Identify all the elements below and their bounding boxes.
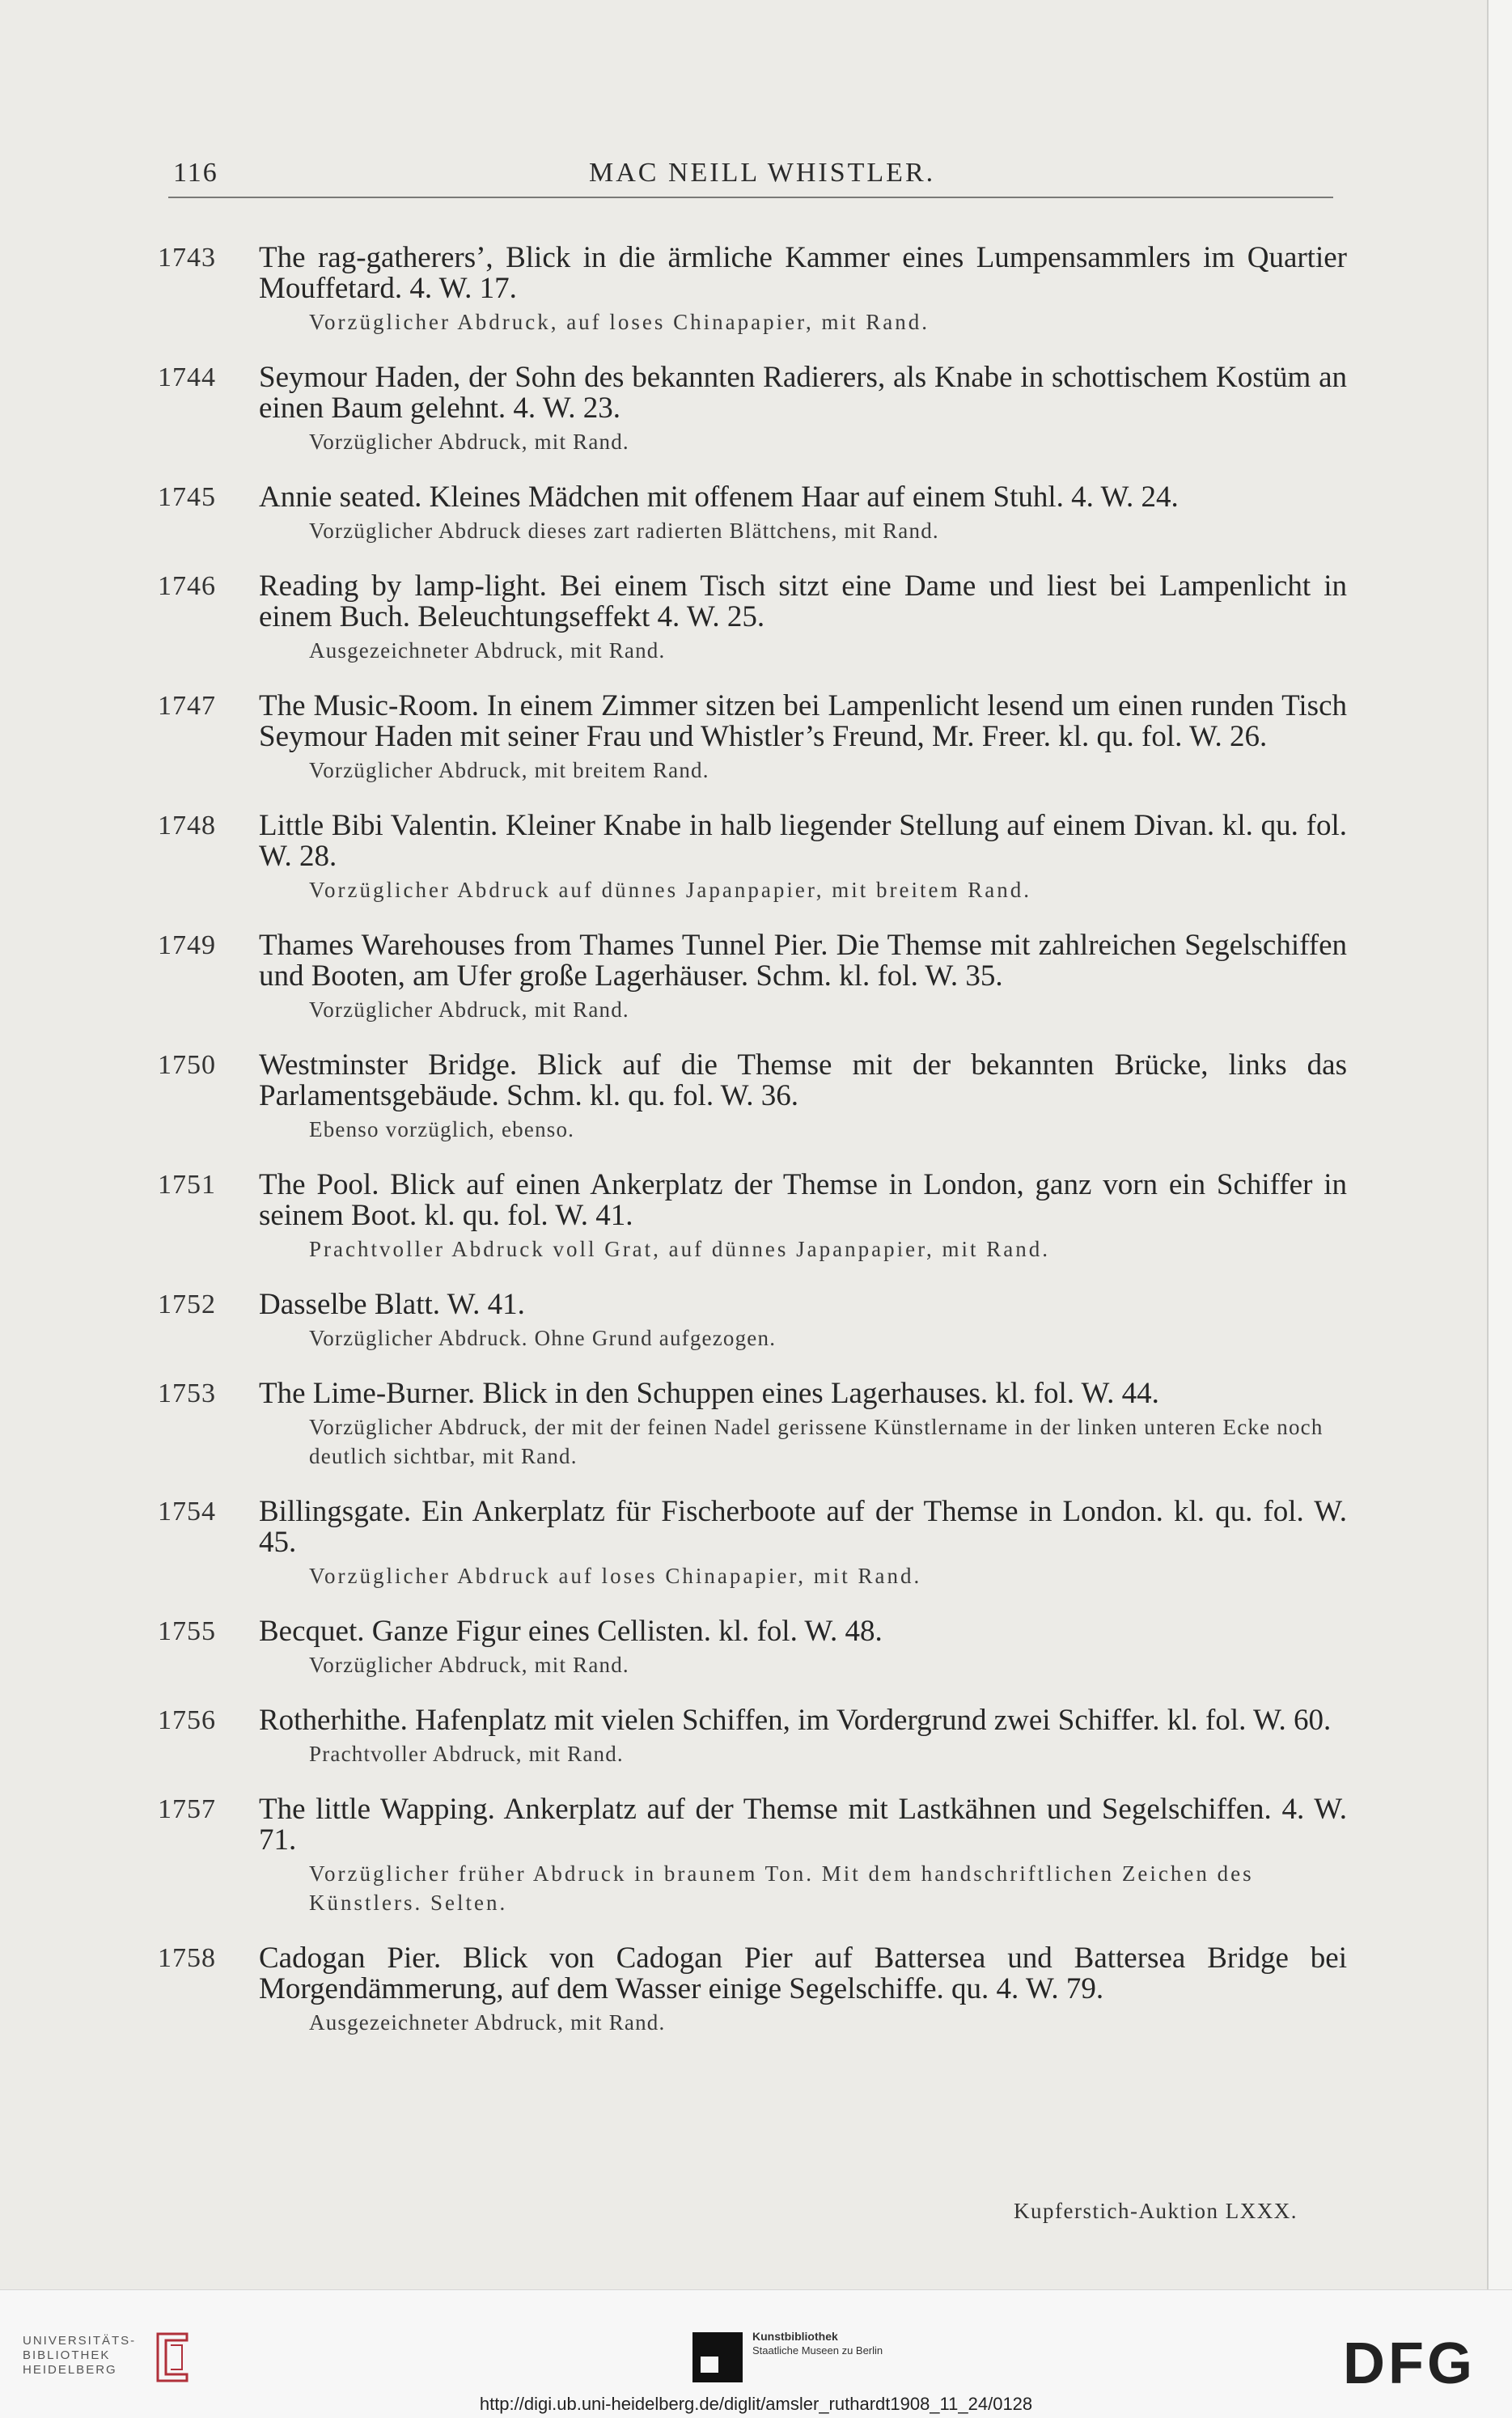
lot-description: Westminster Bridge. Blick auf die Themse mit der bekannten Brücke, links das Parlamentsgebäude. Schm. kl. qu. fol. W. 36. <box>259 1048 1347 1112</box>
header-rule <box>168 197 1333 198</box>
lot-note: Vorzüglicher Abdruck, mit breitem Rand. <box>309 758 709 782</box>
page-number: 116 <box>173 158 218 188</box>
catalog-entry <box>158 930 1347 1024</box>
lot-number: 1753 <box>158 1378 216 1408</box>
lot-note: Ausgezeichneter Abdruck, mit Rand. <box>309 2010 666 2035</box>
catalog-entries <box>158 243 1347 2063</box>
lot-description: Thames Warehouses from Thames Tunnel Pier. Die Themse mit zahlreichen Segelschiffen und Booten, am Ufer große Lagerhäuser. Schm. kl. fol. W. 35. <box>259 929 1347 993</box>
lot-description: Billingsgate. Ein Ankerplatz für Fischerboote auf der Themse in London. kl. qu. fol. W. 45. <box>259 1495 1347 1559</box>
lot-description: The little Wapping. Ankerplatz auf der Themse mit Lastkähnen und Segelschiffen. 4. W. 71. <box>259 1793 1347 1857</box>
lot-note: Vorzüglicher Abdruck, der mit der feinen Nadel gerissene Künstlername in der linken unteren Ecke noch deutlich sichtbar, mit Rand. <box>309 1415 1324 1468</box>
lot-number: 1757 <box>158 1794 216 1824</box>
lot-description: The Music-Room. In einem Zimmer sitzen bei Lampenlicht lesend um einen runden Tisch Seymour Haden mit seiner Frau und Whistler’s Freund, Mr. Freer. kl. qu. fol. W. 26. <box>259 689 1347 753</box>
lot-description: Dasselbe Blatt. W. 41. <box>259 1288 525 1321</box>
catalog-entry <box>158 1497 1347 1590</box>
lot-number: 1744 <box>158 362 216 392</box>
page-header <box>168 150 1333 198</box>
catalog-entry <box>158 243 1347 337</box>
catalog-entry <box>158 691 1347 785</box>
catalog-entry <box>158 482 1347 545</box>
lot-description: Becquet. Ganze Figur eines Cellisten. kl. fol. W. 48. <box>259 1615 883 1648</box>
university-line: HEIDELBERG <box>23 2363 117 2377</box>
university-line: BIBLIOTHEK <box>23 2348 111 2362</box>
museum-subtitle: Staatliche Museen zu Berlin <box>752 2344 883 2357</box>
catalog-entry <box>158 1794 1347 1917</box>
lot-description: Annie seated. Kleines Mädchen mit offenem Haar auf einem Stuhl. 4. W. 24. <box>259 481 1179 514</box>
catalog-footer: Kupferstich-Auktion LXXX. <box>1014 2199 1298 2223</box>
lot-number: 1750 <box>158 1050 216 1080</box>
museum-name: Kunstbibliothek <box>752 2330 838 2343</box>
museum-label <box>752 2329 883 2358</box>
catalog-entry <box>158 1289 1347 1353</box>
lot-number: 1752 <box>158 1289 216 1319</box>
lot-note: Vorzüglicher Abdruck. Ohne Grund aufgezogen. <box>309 1326 777 1350</box>
running-title: MAC NEILL WHISTLER. <box>589 158 936 188</box>
lot-number: 1756 <box>158 1705 216 1735</box>
lot-number: 1747 <box>158 691 216 721</box>
catalog-entry <box>158 1170 1347 1264</box>
university-line: UNIVERSITÄTS- <box>23 2334 137 2348</box>
viewer-footer-band <box>0 2289 1512 2418</box>
catalog-entry <box>158 1378 1347 1471</box>
lot-description: Rotherhithe. Hafenplatz mit vielen Schiffen, im Vordergrund zwei Schiffer. kl. fol. W. 60. <box>259 1704 1332 1737</box>
lot-description: The Pool. Blick auf einen Ankerplatz der Themse in London, ganz vorn ein Schiffer in seinem Boot. kl. qu. fol. W. 41. <box>259 1168 1347 1232</box>
lot-note: Vorzüglicher Abdruck, mit Rand. <box>309 430 629 454</box>
lot-number: 1755 <box>158 1616 216 1646</box>
kunstbibliothek-logo-icon <box>689 2329 746 2386</box>
catalog-entry <box>158 571 1347 665</box>
lot-note: Vorzüglicher früher Abdruck in braunem Ton. Mit dem handschriftlichen Zeichen des Künstlers. Selten. <box>309 1861 1254 1915</box>
lot-description: Cadogan Pier. Blick von Cadogan Pier auf Battersea und Battersea Bridge bei Morgendämmerung, auf dem Wasser einige Segelschiffe. qu. 4. W. 79. <box>259 1942 1347 2005</box>
lot-note: Vorzüglicher Abdruck, mit Rand. <box>309 1653 629 1677</box>
lot-description: The Lime-Burner. Blick in den Schuppen eines Lagerhauses. kl. fol. W. 44. <box>259 1377 1159 1410</box>
lot-description: The rag-gatherers’, Blick in die ärmliche Kammer eines Lumpensammlers im Quartier Mouffetard. 4. W. 17. <box>259 241 1347 305</box>
lot-number: 1748 <box>158 811 216 841</box>
source-url[interactable]: http://digi.ub.uni-heidelberg.de/diglit/amsler_ruthardt1908_11_24/0128 <box>479 2394 1033 2414</box>
lot-description: Little Bibi Valentin. Kleiner Knabe in halb liegender Stellung auf einem Divan. kl. qu. fol. W. 28. <box>259 809 1347 873</box>
lot-note: Vorzüglicher Abdruck dieses zart radierten Blättchens, mit Rand. <box>309 519 939 543</box>
lot-note: Vorzüglicher Abdruck auf dünnes Japanpapier, mit breitem Rand. <box>309 878 1031 902</box>
lot-note: Ausgezeichneter Abdruck, mit Rand. <box>309 638 666 663</box>
lot-note: Vorzüglicher Abdruck auf loses Chinapapier, mit Rand. <box>309 1564 922 1588</box>
lot-number: 1749 <box>158 930 216 960</box>
lot-number: 1743 <box>158 243 216 273</box>
university-library-label <box>23 2334 136 2378</box>
lot-description: Seymour Haden, der Sohn des bekannten Radierers, als Knabe in schottischem Kostüm an einen Baum gelehnt. 4. W. 23. <box>259 361 1347 425</box>
lot-number: 1746 <box>158 571 216 601</box>
page-edge <box>1487 0 1512 2289</box>
dfg-logo: DFG <box>1343 2331 1476 2396</box>
lot-note: Vorzüglicher Abdruck, mit Rand. <box>309 997 629 1022</box>
lot-number: 1751 <box>158 1170 216 1200</box>
catalog-entry <box>158 362 1347 456</box>
lot-number: 1758 <box>158 1943 216 1973</box>
lot-number: 1745 <box>158 482 216 512</box>
lot-note: Prachtvoller Abdruck voll Grat, auf dünnes Japanpapier, mit Rand. <box>309 1237 1050 1261</box>
lot-description: Reading by lamp-light. Bei einem Tisch sitzt eine Dame und liest bei Lampenlicht in einem Buch. Beleuchtungseffekt 4. W. 25. <box>259 570 1347 633</box>
lot-note: Prachtvoller Abdruck, mit Rand. <box>309 1742 624 1766</box>
catalog-entry <box>158 811 1347 904</box>
lot-number: 1754 <box>158 1497 216 1527</box>
catalog-entry <box>158 1050 1347 1144</box>
catalog-entry <box>158 1616 1347 1679</box>
lot-note: Vorzüglicher Abdruck, auf loses Chinapapier, mit Rand. <box>309 310 930 334</box>
lot-note: Ebenso vorzüglich, ebenso. <box>309 1117 575 1141</box>
university-logo-icon <box>150 2329 195 2386</box>
catalog-entry <box>158 1705 1347 1768</box>
catalog-entry <box>158 1943 1347 2037</box>
